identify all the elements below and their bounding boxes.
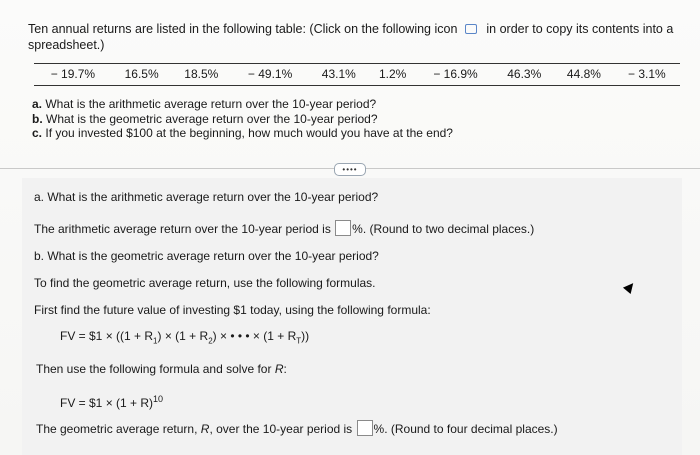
question-a — [32, 97, 453, 112]
question-c-letter: c. — [32, 126, 43, 140]
arithmetic-average-input[interactable] — [335, 220, 351, 236]
intro-text-end: in order to copy its contents into a spreadsheet.) — [28, 22, 674, 52]
formula1-part-3: ) × • • • × (1 + R — [212, 329, 297, 343]
part-b-step2-var: R — [274, 362, 284, 376]
formula1-part-2: ) × (1 + R — [157, 329, 209, 343]
part-b-question: b. What is the geometric average return over the 10-year period? — [34, 249, 379, 263]
solution-panel — [22, 178, 682, 455]
question-list — [32, 97, 453, 141]
part-a-suffix: %. (Round to two decimal places.) — [352, 222, 535, 236]
question-a-text: What is the arithmetic average return over the 10-year period? — [45, 97, 377, 111]
formula1-part-4: )) — [301, 329, 310, 343]
return-cell-4: − 49.1% — [231, 64, 309, 86]
return-cell-7: − 16.9% — [417, 64, 495, 86]
part-b-prompt-var: R — [200, 422, 210, 436]
returns-row — [34, 64, 680, 86]
formula1-sub-t: T — [296, 336, 302, 346]
part-b-prompt-prefix: The geometric average return, — [36, 422, 198, 436]
return-cell-8: 46.3% — [494, 64, 554, 86]
part-b-step1: First find the future value of investing $1 today, using the following formula: — [34, 303, 431, 317]
part-b-prompt-mid: , over the 10-year period is — [209, 422, 353, 436]
part-b-intro: To find the geometric average return, use the following formulas. — [34, 276, 376, 290]
part-a-prompt: The arithmetic average return over the 10-year period is — [34, 222, 331, 236]
return-cell-10: − 3.1% — [614, 64, 680, 86]
part-a-answer-line — [34, 220, 534, 236]
expand-more-button[interactable]: •••• — [334, 163, 366, 176]
formula1-sub-2: 2 — [208, 336, 213, 346]
question-b — [32, 112, 453, 127]
intro-text-start: Ten annual returns are listed in the following table: (Click on the following icon — [28, 22, 458, 36]
part-b-step2 — [36, 362, 287, 376]
part-b-step2-prefix: Then use the following formula and solve for — [36, 362, 272, 376]
formula2-exponent: 10 — [153, 394, 164, 404]
question-c-text: If you invested $100 at the beginning, how much would you have at the end? — [45, 126, 453, 140]
question-b-text: What is the geometric average return over the 10-year period? — [46, 111, 378, 126]
formula1-part-1: FV = $1 × ((1 + R — [60, 329, 154, 343]
returns-table — [34, 63, 680, 86]
part-b-suffix: %. (Round to four decimal places.) — [373, 422, 558, 436]
return-cell-5: 43.1% — [309, 64, 369, 86]
return-cell-2: 16.5% — [112, 64, 172, 86]
question-b-letter: b. — [32, 111, 43, 126]
return-cell-6: 1.2% — [369, 64, 417, 86]
return-cell-9: 44.8% — [554, 64, 614, 86]
future-value-formula — [60, 329, 309, 345]
question-a-letter: a. — [32, 97, 43, 111]
copy-icon[interactable] — [465, 24, 477, 34]
geometric-formula — [60, 394, 163, 410]
formula2-base: FV = $1 × (1 + R) — [60, 396, 154, 410]
geometric-average-input[interactable] — [357, 420, 373, 436]
part-a-question: a. What is the arithmetic average return over the 10-year period? — [34, 190, 379, 204]
part-b-answer-line — [36, 420, 558, 436]
part-b-step2-suffix: : — [283, 362, 287, 376]
return-cell-3: 18.5% — [171, 64, 231, 86]
intro-text — [28, 21, 678, 53]
question-c — [32, 126, 453, 141]
return-cell-1: − 19.7% — [34, 64, 112, 86]
formula1-sub-1: 1 — [153, 336, 158, 346]
